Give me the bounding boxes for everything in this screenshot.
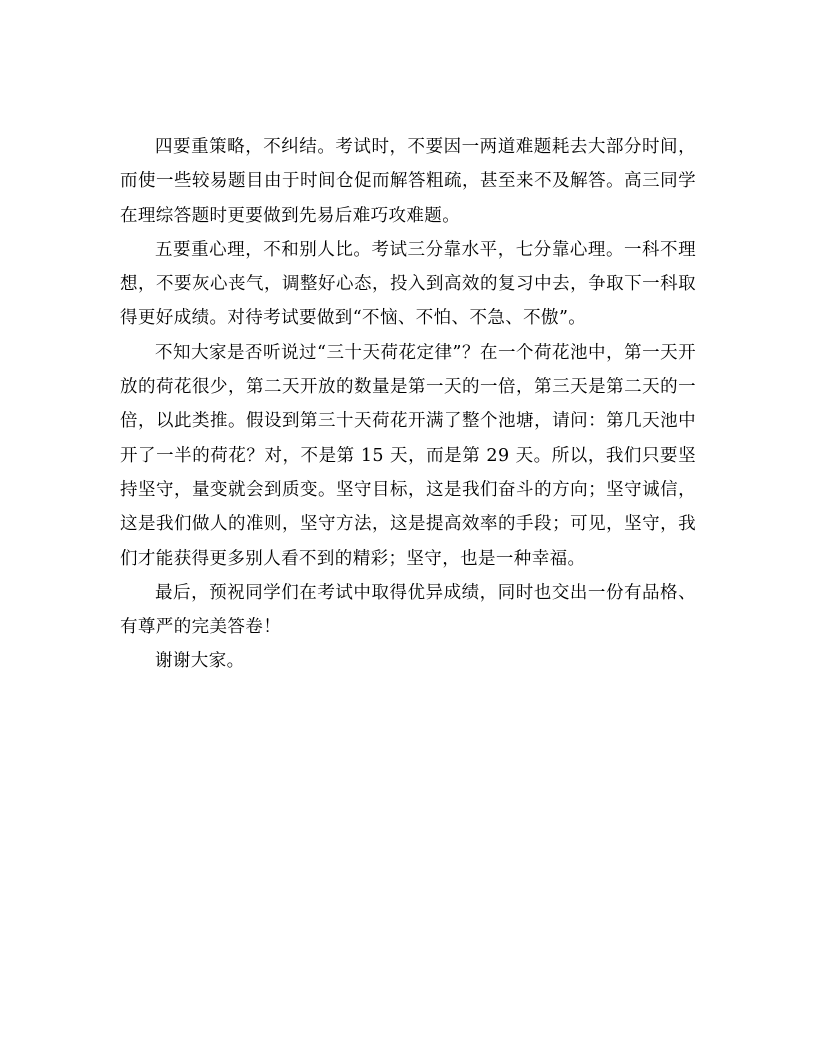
paragraph-lotus-law: 不知大家是否听说过“三十天荷花定律”？在一个荷花池中，第一天开放的荷花很少，第二天开放的数量是第一天的一倍，第三天是第二天的一倍，以此类推。假设到第三十天荷花开满了整个池塘，请问：第几天池中开了一半的荷花？对，不是第 15 天，而是第 29 天。所以，我们只要坚持坚守，量变就会到质变。坚守目标，这是我们奋斗的方向；坚守诚信，这是我们做人的准则，坚守方法，这是提高效率的手段；可见，坚守，我们才能获得更多别人看不到的精彩；坚守，也是一种幸福。: [120, 342, 696, 569]
paragraph-thanks: 谢谢大家。: [155, 651, 245, 672]
paragraph-strategy: 四要重策略，不纠结。考试时，不要因一两道难题耗去大部分时间，而使一些较易题目由于时间仓促而解答粗疏，甚至来不及解答。高三同学在理综答题时更要做到先易后难巧攻难题。: [120, 137, 696, 226]
document-body: [120, 130, 696, 679]
paragraph-mindset: 五要重心理，不和别人比。考试三分靠水平，七分靠心理。一科不理想，不要灰心丧气，调整好心态，投入到高效的复习中去，争取下一科取得更好成绩。对待考试要做到“不恼、不怕、不急、不傲”。: [120, 239, 696, 329]
paragraph-wishes: 最后，预祝同学们在考试中取得优异成绩，同时也交出一份有品格、有尊严的完美答卷！: [120, 582, 696, 638]
